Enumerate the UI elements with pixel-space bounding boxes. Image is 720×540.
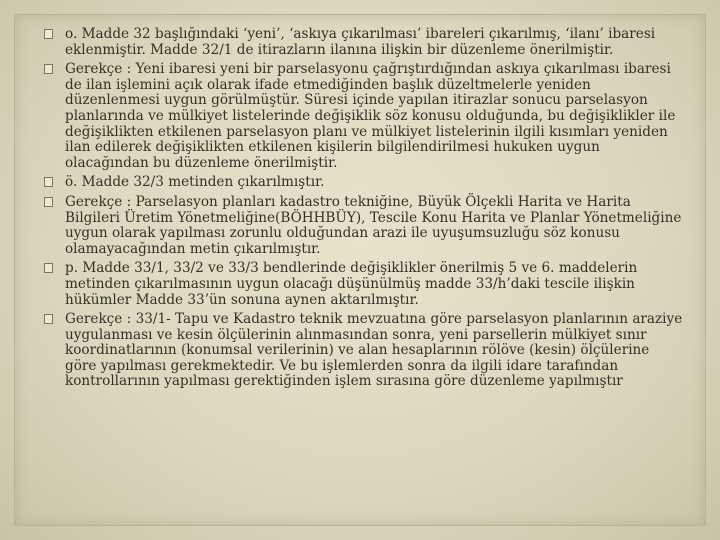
slide-content	[44, 27, 684, 394]
list-item	[44, 27, 684, 58]
list-item-text: p. Madde 33/1, 33/2 ve 33/3 bendlerinde değişiklikler önerilmiş 5 ve 6. maddelerin metinden çıkarılmasının uygun olacağı düşünülmüş madde 33/h’daki tescile ilişkin hükümler Madde 33’ün sonuna aynen aktarılmıştır.	[65, 260, 638, 308]
list-item	[44, 175, 684, 191]
square-bullet-icon	[44, 263, 53, 273]
square-bullet-icon	[44, 314, 53, 324]
list-item-text: Gerekçe : Parselasyon planları kadastro tekniğine, Büyük Ölçekli Harita ve Harita Bilgileri Üretim Yönetmeliğine(BÖHHBÜY), Tescile Konu Harita ve Planlar Yönetmeliğine uygun olarak yapılması zorunlu olduğundan arazi ile uyuşumsuzluğu söz konusu olamayacağından metin çıkarılmıştır.	[65, 193, 682, 257]
list-item	[44, 312, 684, 390]
square-bullet-icon	[44, 197, 53, 207]
list-item	[44, 195, 684, 257]
list-item-text: o. Madde 32 başlığındaki ‘yeni’, ‘askıya çıkarılması’ ibareleri çıkarılmış, ‘ilanı’ ibaresi eklenmiştir. Madde 32/1 de itirazların ilanına ilişkin bir düzenleme önerilmiştir.	[65, 26, 656, 58]
list-item-text: ö. Madde 32/3 metinden çıkarılmıştır.	[65, 174, 325, 191]
list-item	[44, 261, 684, 308]
square-bullet-icon	[44, 29, 53, 39]
square-bullet-icon	[44, 177, 53, 187]
list-item-text: Gerekçe : 33/1- Tapu ve Kadastro teknik mevzuatına göre parselasyon planlarının araziye uygulanması ve kesin ölçülerinin alınmasından sonra, yeni parsellerin mülkiyet sınır koordinatlarının (konumsal verilerinin) ve alan hesaplarının rölöve (kesin) ölçülerine göre yapılması gerekmektedir. Ve bu işlemlerden sonra da ilgili idare tarafından kontrollarının yapılması gerektiğinden işlem sırasına göre düzenleme yapılmıştır	[65, 311, 683, 390]
list-item	[44, 62, 684, 171]
list-item-text: Gerekçe : Yeni ibaresi yeni bir parselasyonu çağrıştırdığından askıya çıkarılması ibaresi de ilan işlemini açık olarak ifade etmediğinden başlık düzeltmelerle yeniden düzenlenmesi uygun görülmüştür. Süresi içinde yapılan itirazlar sonucu parselasyon planlarında ve mülkiyet listelerinde değişiklik söz konusu olduğunda, bu değişiklikler ile değişiklikten etkilenen parselasyon planı ve mülkiyet listelerinin ilgili kısımları yeniden ilan edilerek değişiklikten etkilenen kişilerin bilgilendirilmesi hukuken uygun olacağından bu düzenleme önerilmiştir.	[65, 61, 676, 171]
square-bullet-icon	[44, 64, 53, 74]
